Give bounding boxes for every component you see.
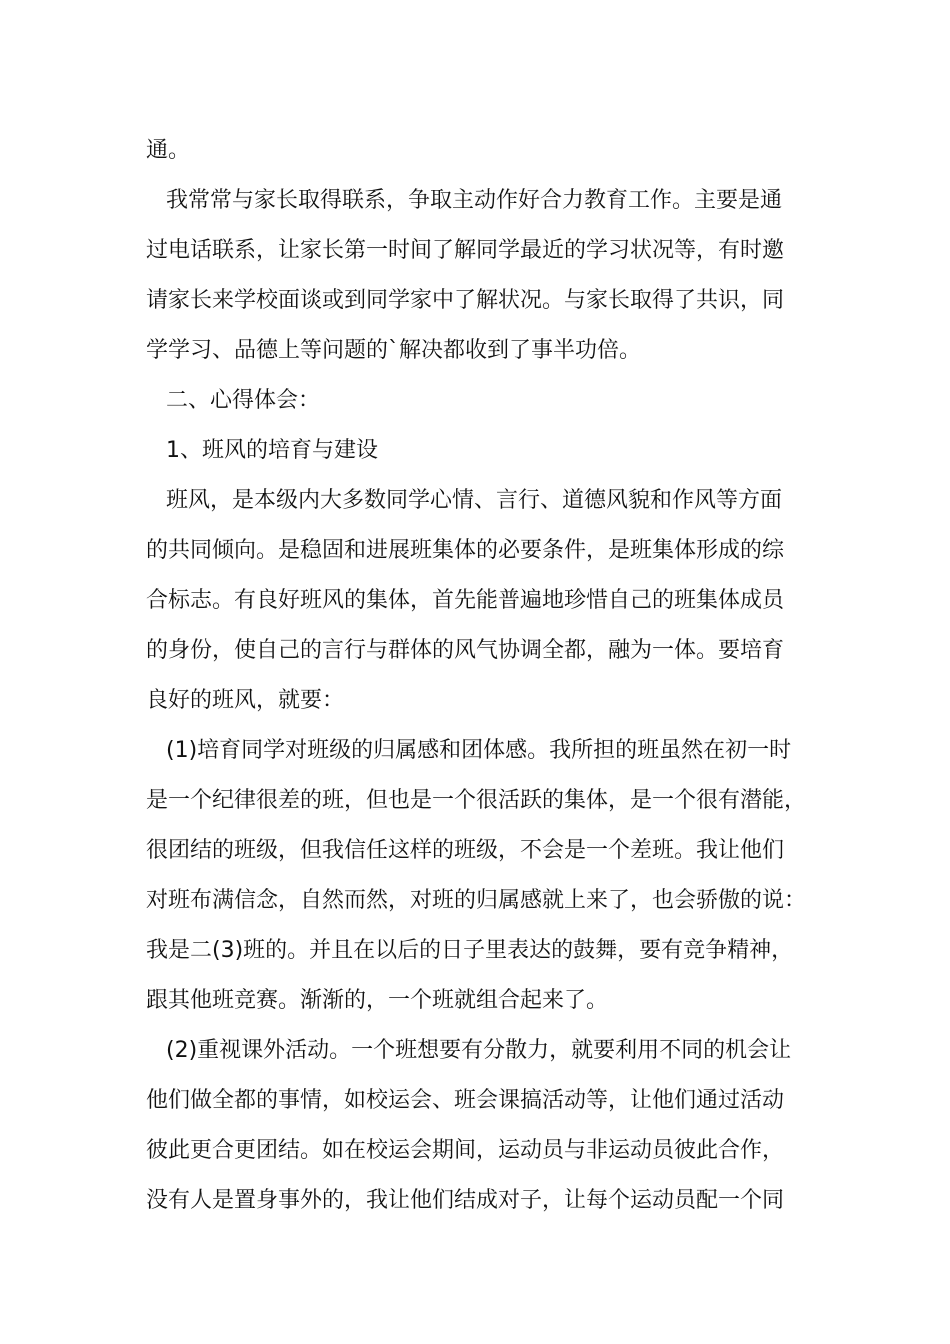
paragraph-start: (1)培育同学对班级的归属感和团体感。我所担的班虽然在初一时 (166, 738, 792, 763)
section-heading: 二、心得体会： (166, 388, 321, 413)
text-line: 是一个纪律很差的班，但也是一个很活跃的集体，是一个很有潜能， (146, 788, 807, 813)
text-line: 的身份，使自己的言行与群体的风气协调全都，融为一体。要培育 (146, 638, 785, 663)
text-line: 彼此更合更团结。如在校运会期间，运动员与非运动员彼此合作， (146, 1138, 785, 1163)
text-line: 他们做全都的事情，如校运会、班会课搞活动等，让他们通过活动 (146, 1088, 785, 1113)
subsection-heading: 1、班风的培育与建设 (166, 438, 378, 463)
text-line: 的共同倾向。是稳固和进展班集体的必要条件，是班集体形成的综 (146, 538, 785, 563)
text-line: 很团结的班级，但我信任这样的班级，不会是一个差班。我让他们 (146, 838, 785, 863)
text-line: 没有人是置身事外的，我让他们结成对子，让每个运动员配一个同 (146, 1188, 785, 1213)
paragraph-start: 班风，是本级内大多数同学心情、言行、道德风貌和作风等方面 (166, 488, 783, 513)
text-line: 学学习、品德上等问题的`解决都收到了事半功倍。 (146, 338, 642, 363)
text-line: 对班布满信念，自然而然，对班的归属感就上来了，也会骄傲的说： (146, 888, 807, 913)
text-line: 我是二(3)班的。并且在以后的日子里表达的鼓舞，要有竞争精神， (146, 938, 794, 963)
text-line: 跟其他班竞赛。渐渐的，一个班就组合起来了。 (146, 988, 609, 1013)
text-line: 通。 (146, 138, 191, 163)
paragraph-start: (2)重视课外活动。一个班想要有分散力，就要利用不同的机会让 (166, 1038, 792, 1063)
text-line: 请家长来学校面谈或到同学家中了解状况。与家长取得了共识，同 (146, 288, 785, 313)
text-line: 合标志。有良好班风的集体，首先能普遍地珍惜自己的班集体成员 (146, 588, 785, 613)
text-line: 良好的班风，就要： (146, 688, 345, 713)
paragraph-start: 我常常与家长取得联系，争取主动作好合力教育工作。主要是通 (166, 188, 783, 213)
text-line: 过电话联系，让家长第一时间了解同学最近的学习状况等，有时邀 (146, 238, 785, 263)
